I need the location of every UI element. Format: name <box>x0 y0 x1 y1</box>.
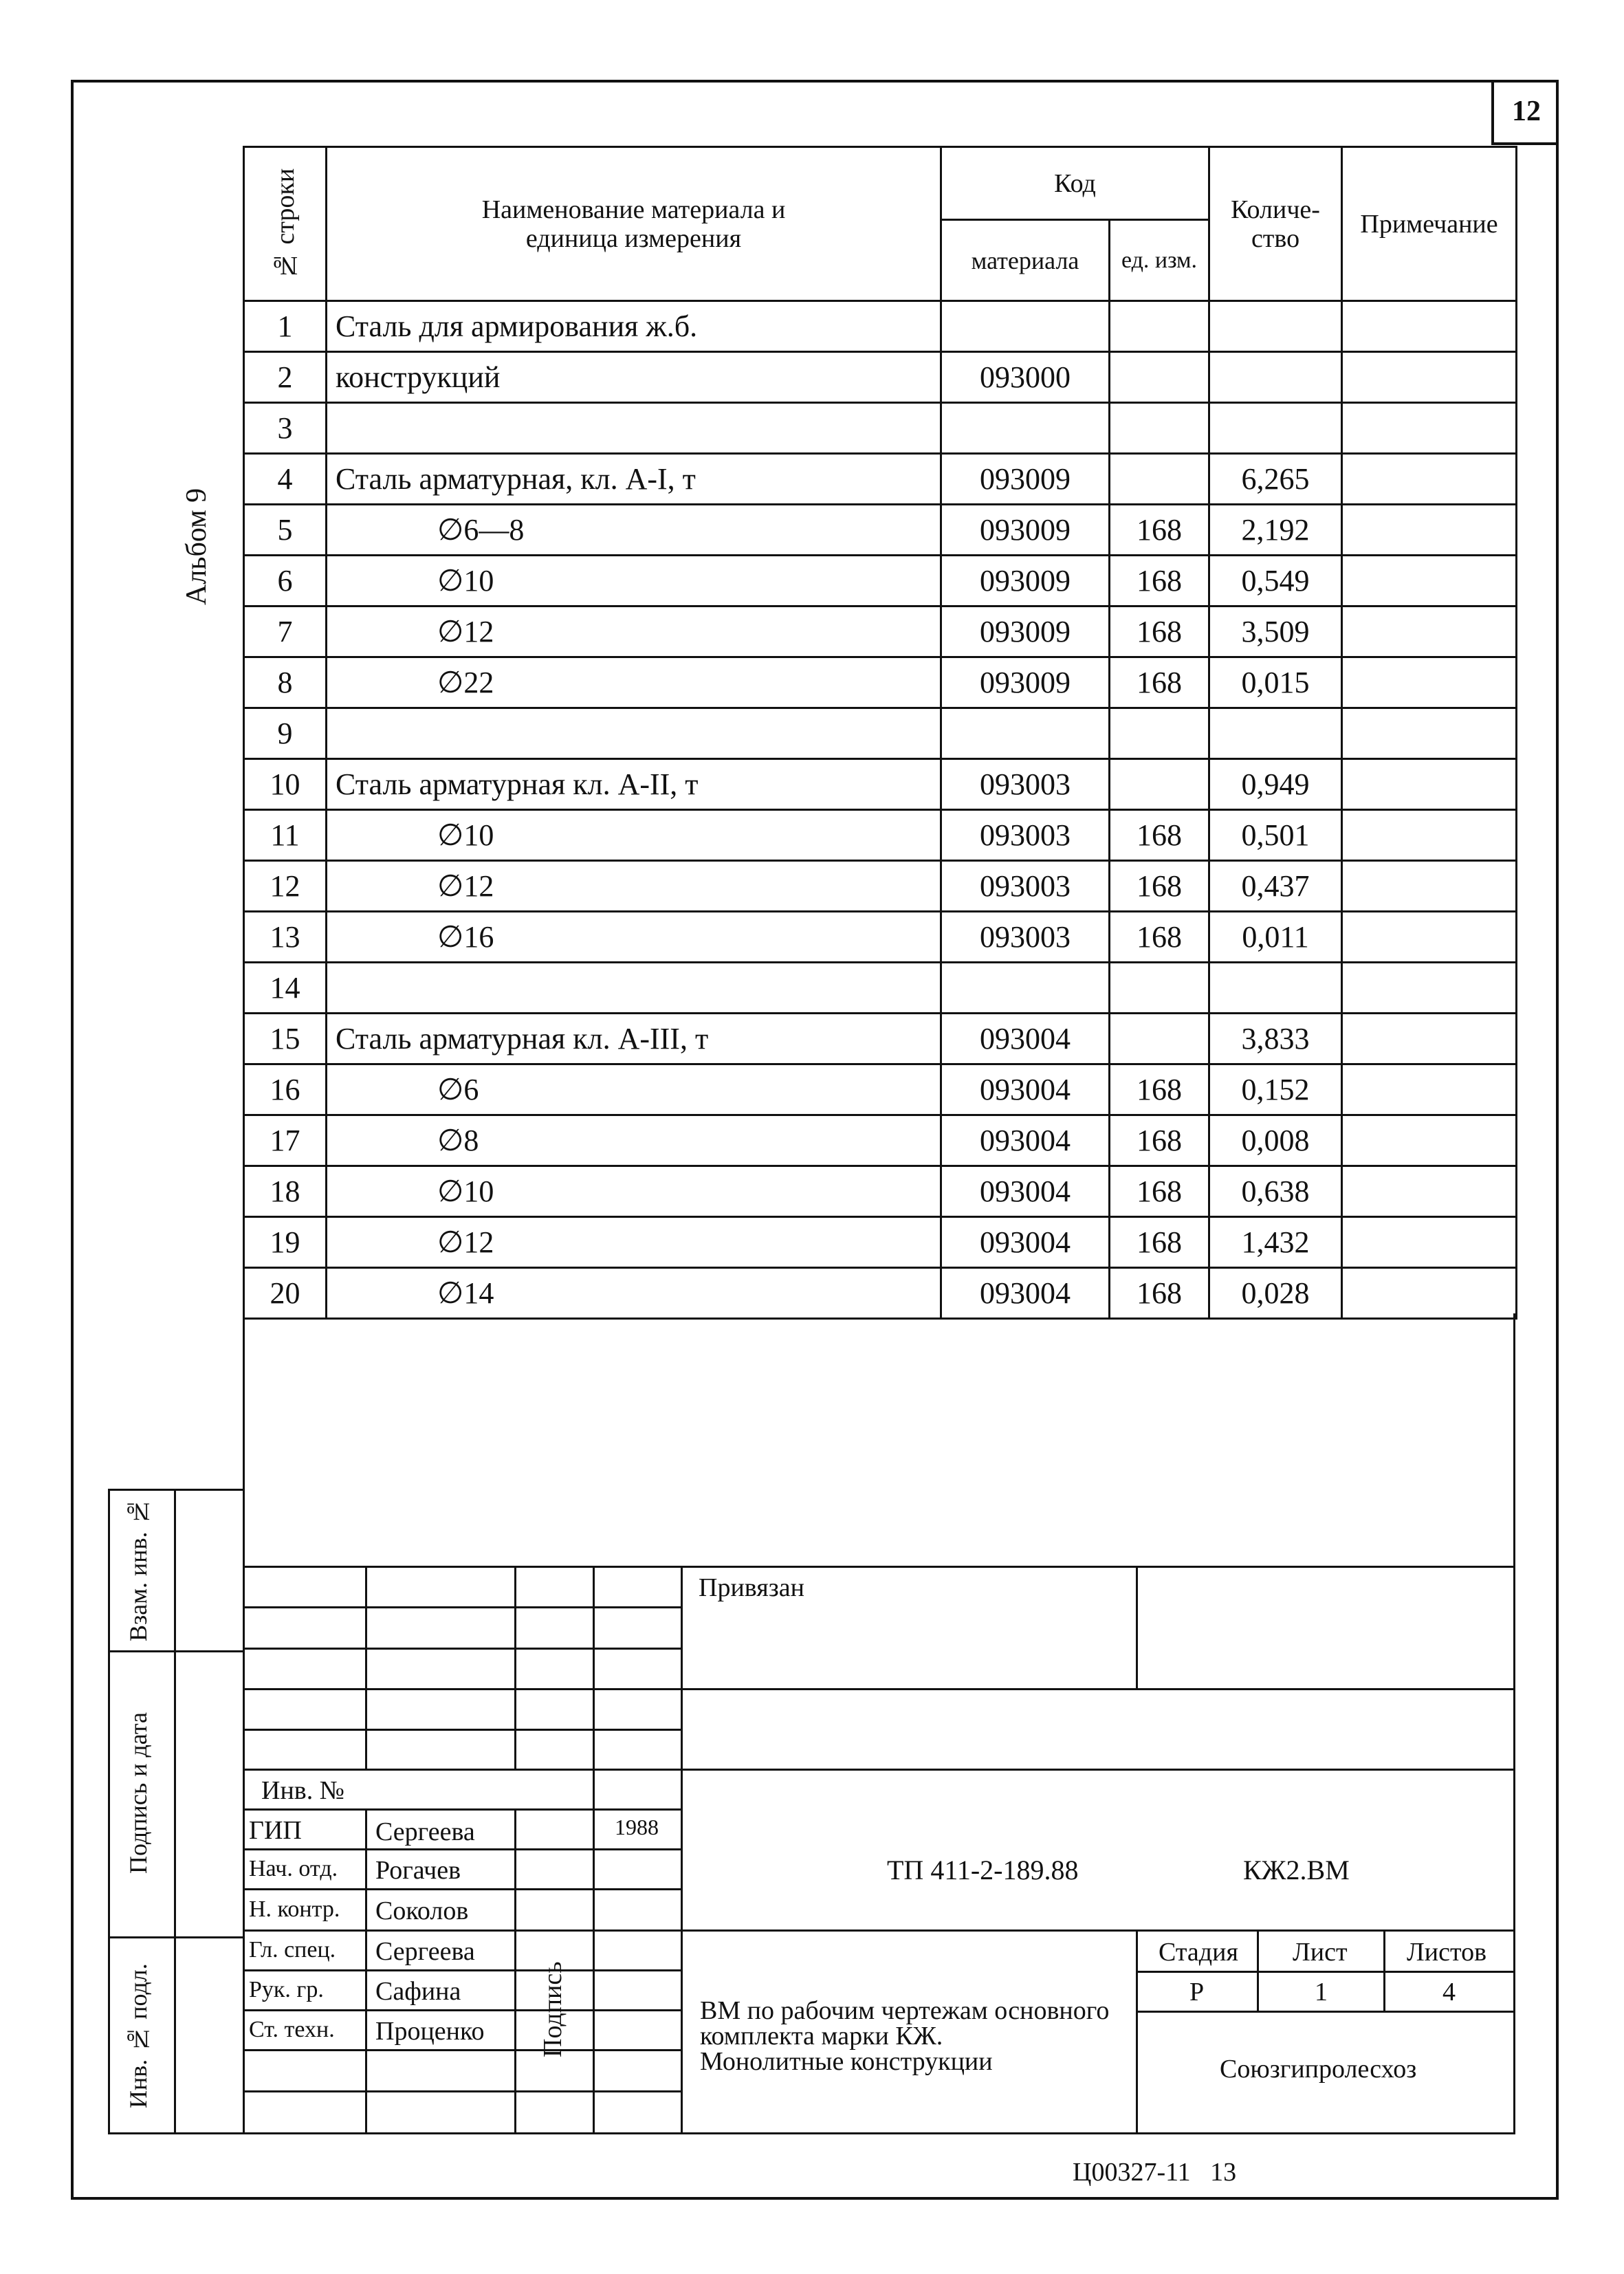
cell-material-code: 093009 <box>941 657 1110 708</box>
table-row <box>244 556 1517 606</box>
tb-vline-name <box>514 1566 516 1769</box>
description-line-3: Монолитные конструкции <box>700 2047 993 2076</box>
cell-row-no: 5 <box>244 505 327 556</box>
cell-note <box>1342 1064 1517 1115</box>
tb-vline-role2 <box>365 1808 367 2134</box>
cell-quantity: 3,509 <box>1209 606 1342 657</box>
cell-row-no: 3 <box>244 403 327 454</box>
table-body <box>244 301 1517 1319</box>
description-line-2: комплекта марки КЖ. <box>700 2022 943 2051</box>
cell-name: ∅22 <box>327 657 941 708</box>
cell-note <box>1342 556 1517 606</box>
cell-row-no: 10 <box>244 759 327 810</box>
cell-note <box>1342 1014 1517 1064</box>
header-quantity: Количе- ство <box>1209 147 1342 301</box>
cell-material-code: 093004 <box>941 1217 1110 1268</box>
cell-material-code: 093004 <box>941 1268 1110 1319</box>
cell-unit-code: 168 <box>1110 1217 1209 1268</box>
cell-row-no: 2 <box>244 352 327 403</box>
cell-row-no: 15 <box>244 1014 327 1064</box>
cell-row-no: 18 <box>244 1166 327 1217</box>
side-stamp-line-2 <box>108 1936 245 1938</box>
sig-role-6: Ст. техн. <box>249 2017 335 2042</box>
cell-note <box>1342 352 1517 403</box>
cell-note <box>1342 861 1517 912</box>
cell-unit-code: 168 <box>1110 1115 1209 1166</box>
cell-material-code: 093000 <box>941 352 1110 403</box>
header-row-no: № строки <box>244 147 327 301</box>
stage-value: Р <box>1189 1978 1205 2007</box>
cell-row-no: 12 <box>244 861 327 912</box>
cell-unit-code <box>1110 301 1209 352</box>
cell-quantity: 0,015 <box>1209 657 1342 708</box>
sig-role-3: Н. контр. <box>249 1896 340 1922</box>
cell-name: ∅12 <box>327 606 941 657</box>
cell-unit-code <box>1110 1014 1209 1064</box>
table-row <box>244 1268 1517 1319</box>
cell-unit-code: 168 <box>1110 556 1209 606</box>
table-row <box>244 606 1517 657</box>
cell-unit-code: 168 <box>1110 1064 1209 1115</box>
sig-name-3: Соколов <box>375 1896 469 1925</box>
cell-name <box>327 403 941 454</box>
project-code: ТП 411-2-189.88 <box>887 1855 1079 1885</box>
cell-row-no: 20 <box>244 1268 327 1319</box>
cell-unit-code <box>1110 708 1209 759</box>
cell-row-no: 11 <box>244 810 327 861</box>
tb-hline-2 <box>243 1648 683 1650</box>
cell-name <box>327 708 941 759</box>
table-row <box>244 352 1517 403</box>
sig-name-2: Рогачев <box>375 1856 461 1885</box>
cell-material-code <box>941 403 1110 454</box>
table-row <box>244 505 1517 556</box>
side-stamp-line-1 <box>108 1650 245 1652</box>
table-row <box>244 963 1517 1014</box>
cell-name: конструкций <box>327 352 941 403</box>
sheets-value: 4 <box>1442 1978 1456 2007</box>
tb-vline-name2 <box>514 1808 516 2134</box>
inv-no-label: Инв. № <box>261 1776 344 1805</box>
cell-row-no: 4 <box>244 454 327 505</box>
cell-material-code <box>941 301 1110 352</box>
cell-unit-code: 168 <box>1110 861 1209 912</box>
cell-name: ∅6—8 <box>327 505 941 556</box>
sheets-label: Листов <box>1407 1938 1487 1967</box>
table-row <box>244 1064 1517 1115</box>
cell-unit-code <box>1110 454 1209 505</box>
cell-row-no: 1 <box>244 301 327 352</box>
cell-material-code: 093003 <box>941 759 1110 810</box>
cell-name: Сталь арматурная кл. А-III, т <box>327 1014 941 1064</box>
cell-note <box>1342 912 1517 963</box>
cell-name: ∅14 <box>327 1268 941 1319</box>
cell-note <box>1342 759 1517 810</box>
tb-hline-6 <box>243 1808 683 1811</box>
sig-role-1: ГИП <box>249 1816 302 1845</box>
page-number: 12 <box>1491 80 1559 145</box>
cell-row-no: 8 <box>244 657 327 708</box>
cell-note <box>1342 1217 1517 1268</box>
cell-quantity: 1,432 <box>1209 1217 1342 1268</box>
tb-hline-12 <box>243 2049 683 2051</box>
cell-material-code: 093004 <box>941 1014 1110 1064</box>
cell-name: ∅12 <box>327 1217 941 1268</box>
podpis-data-label: Подпись и дата <box>124 1712 152 1874</box>
cell-material-code <box>941 963 1110 1014</box>
cell-material-code: 093003 <box>941 861 1110 912</box>
table-row <box>244 861 1517 912</box>
cell-quantity: 0,501 <box>1209 810 1342 861</box>
cell-name: Сталь для армирования ж.б. <box>327 301 941 352</box>
table-row <box>244 454 1517 505</box>
tb-hline-14 <box>681 1688 1515 1690</box>
cell-row-no: 6 <box>244 556 327 606</box>
cell-note <box>1342 963 1517 1014</box>
cell-note <box>1342 606 1517 657</box>
document-mark: КЖ2.ВМ <box>1243 1855 1350 1885</box>
cell-name: ∅8 <box>327 1115 941 1166</box>
cell-quantity: 0,638 <box>1209 1166 1342 1217</box>
cell-unit-code <box>1110 963 1209 1014</box>
footer-code: Ц00327-11 13 <box>1073 2158 1237 2187</box>
cell-quantity: 3,833 <box>1209 1014 1342 1064</box>
header-code-material: материала <box>941 220 1110 301</box>
cell-material-code <box>941 708 1110 759</box>
cell-quantity <box>1209 352 1342 403</box>
cell-quantity: 2,192 <box>1209 505 1342 556</box>
table-row <box>244 1217 1517 1268</box>
cell-unit-code: 168 <box>1110 912 1209 963</box>
vzam-inv-label: Взам. инв. № <box>124 1498 152 1641</box>
cell-quantity <box>1209 963 1342 1014</box>
cell-row-no: 13 <box>244 912 327 963</box>
cell-note <box>1342 403 1517 454</box>
cell-quantity: 0,549 <box>1209 556 1342 606</box>
cell-quantity: 0,152 <box>1209 1064 1342 1115</box>
stage-label: Стадия <box>1159 1938 1238 1967</box>
sig-date-1: 1988 <box>615 1815 659 1839</box>
tb-hline-13 <box>243 2090 683 2092</box>
header-note: Примечание <box>1342 147 1517 301</box>
side-stamp-divider <box>174 1489 176 2134</box>
tb-hline-4 <box>243 1729 683 1731</box>
cell-name: Сталь арматурная кл. А-II, т <box>327 759 941 810</box>
sig-name-4: Сергеева <box>375 1937 475 1966</box>
tb-desc-divider <box>1136 1929 1138 2134</box>
cell-unit-code: 168 <box>1110 810 1209 861</box>
table-row <box>244 1115 1517 1166</box>
cell-name <box>327 963 941 1014</box>
table-row <box>244 759 1517 810</box>
cell-name: ∅16 <box>327 912 941 963</box>
cell-material-code: 093004 <box>941 1115 1110 1166</box>
cell-quantity: 0,008 <box>1209 1115 1342 1166</box>
tb-hline-10 <box>243 1969 683 1971</box>
cell-name: ∅12 <box>327 861 941 912</box>
cell-note <box>1342 454 1517 505</box>
table-row <box>244 810 1517 861</box>
privyazan-label: Привязан <box>699 1573 804 1602</box>
tb-vline-role <box>365 1566 367 1769</box>
cell-note <box>1342 1166 1517 1217</box>
cell-material-code: 093004 <box>941 1166 1110 1217</box>
cell-unit-code <box>1110 403 1209 454</box>
description-line-1: ВМ по рабочим чертежам основного <box>700 1996 1110 2025</box>
cell-material-code: 093009 <box>941 454 1110 505</box>
cell-material-code: 093003 <box>941 912 1110 963</box>
cell-name: ∅10 <box>327 810 941 861</box>
cell-material-code: 093009 <box>941 505 1110 556</box>
cell-unit-code: 168 <box>1110 1166 1209 1217</box>
album-label: Альбом 9 <box>181 488 212 606</box>
cell-name: ∅6 <box>327 1064 941 1115</box>
cell-unit-code <box>1110 352 1209 403</box>
table-row <box>244 403 1517 454</box>
tb-stage-hline-1 <box>1136 1971 1515 1973</box>
cell-quantity <box>1209 708 1342 759</box>
tb-privyazan-divider <box>1136 1566 1138 1690</box>
cell-material-code: 093009 <box>941 556 1110 606</box>
sig-role-4: Гл. спец. <box>249 1937 336 1963</box>
header-code: Код <box>941 147 1209 220</box>
podpis-label: Подпись <box>538 1961 567 2057</box>
cell-note <box>1342 505 1517 556</box>
cell-material-code: 093004 <box>941 1064 1110 1115</box>
table-row <box>244 708 1517 759</box>
table-row <box>244 301 1517 352</box>
cell-row-no: 9 <box>244 708 327 759</box>
sheet-label: Лист <box>1293 1938 1348 1967</box>
cell-quantity <box>1209 403 1342 454</box>
cell-note <box>1342 810 1517 861</box>
materials-table <box>243 146 1517 1320</box>
tb-hline-9 <box>243 1929 1515 1932</box>
cell-name: ∅10 <box>327 556 941 606</box>
cell-material-code: 093003 <box>941 810 1110 861</box>
cell-unit-code: 168 <box>1110 657 1209 708</box>
tb-hline-11 <box>243 2009 683 2011</box>
tb-hline-8 <box>243 1888 683 1890</box>
cell-unit-code <box>1110 759 1209 810</box>
cell-row-no: 16 <box>244 1064 327 1115</box>
sheet-value: 1 <box>1315 1978 1328 2007</box>
inv-podl-label: Инв. № подл. <box>124 1963 152 2109</box>
cell-quantity: 0,949 <box>1209 759 1342 810</box>
tb-hline-5 <box>243 1769 1515 1771</box>
cell-name: Сталь арматурная, кл. А-I, т <box>327 454 941 505</box>
cell-quantity: 0,028 <box>1209 1268 1342 1319</box>
table-row <box>244 1166 1517 1217</box>
cell-quantity: 6,265 <box>1209 454 1342 505</box>
cell-row-no: 19 <box>244 1217 327 1268</box>
table-row <box>244 912 1517 963</box>
cell-row-no: 14 <box>244 963 327 1014</box>
header-name: Наименование материала и единица измерения <box>327 147 941 301</box>
cell-row-no: 17 <box>244 1115 327 1166</box>
sig-name-5: Сафина <box>375 1977 461 2006</box>
cell-quantity <box>1209 301 1342 352</box>
table-row <box>244 657 1517 708</box>
tb-stage-hline-2 <box>1136 2011 1515 2013</box>
sig-role-5: Рук. гр. <box>249 1977 324 2002</box>
cell-unit-code: 168 <box>1110 606 1209 657</box>
cell-quantity: 0,437 <box>1209 861 1342 912</box>
cell-note <box>1342 657 1517 708</box>
cell-note <box>1342 708 1517 759</box>
cell-note <box>1342 1268 1517 1319</box>
header-code-unit: ед. изм. <box>1110 220 1209 301</box>
tb-hline-7 <box>243 1848 683 1850</box>
cell-material-code: 093009 <box>941 606 1110 657</box>
cell-note <box>1342 1115 1517 1166</box>
cell-unit-code: 168 <box>1110 505 1209 556</box>
cell-name: ∅10 <box>327 1166 941 1217</box>
cell-note <box>1342 301 1517 352</box>
sig-name-6: Проценко <box>375 2017 485 2046</box>
cell-quantity: 0,011 <box>1209 912 1342 963</box>
tb-hline-3 <box>243 1688 683 1690</box>
tb-hline-1 <box>243 1606 683 1608</box>
sig-role-2: Нач. отд. <box>249 1856 338 1881</box>
organization-name: Союзгипролесхоз <box>1220 2055 1417 2084</box>
table-row <box>244 1014 1517 1064</box>
cell-unit-code: 168 <box>1110 1268 1209 1319</box>
cell-row-no: 7 <box>244 606 327 657</box>
sig-name-1: Сергеева <box>375 1817 475 1846</box>
